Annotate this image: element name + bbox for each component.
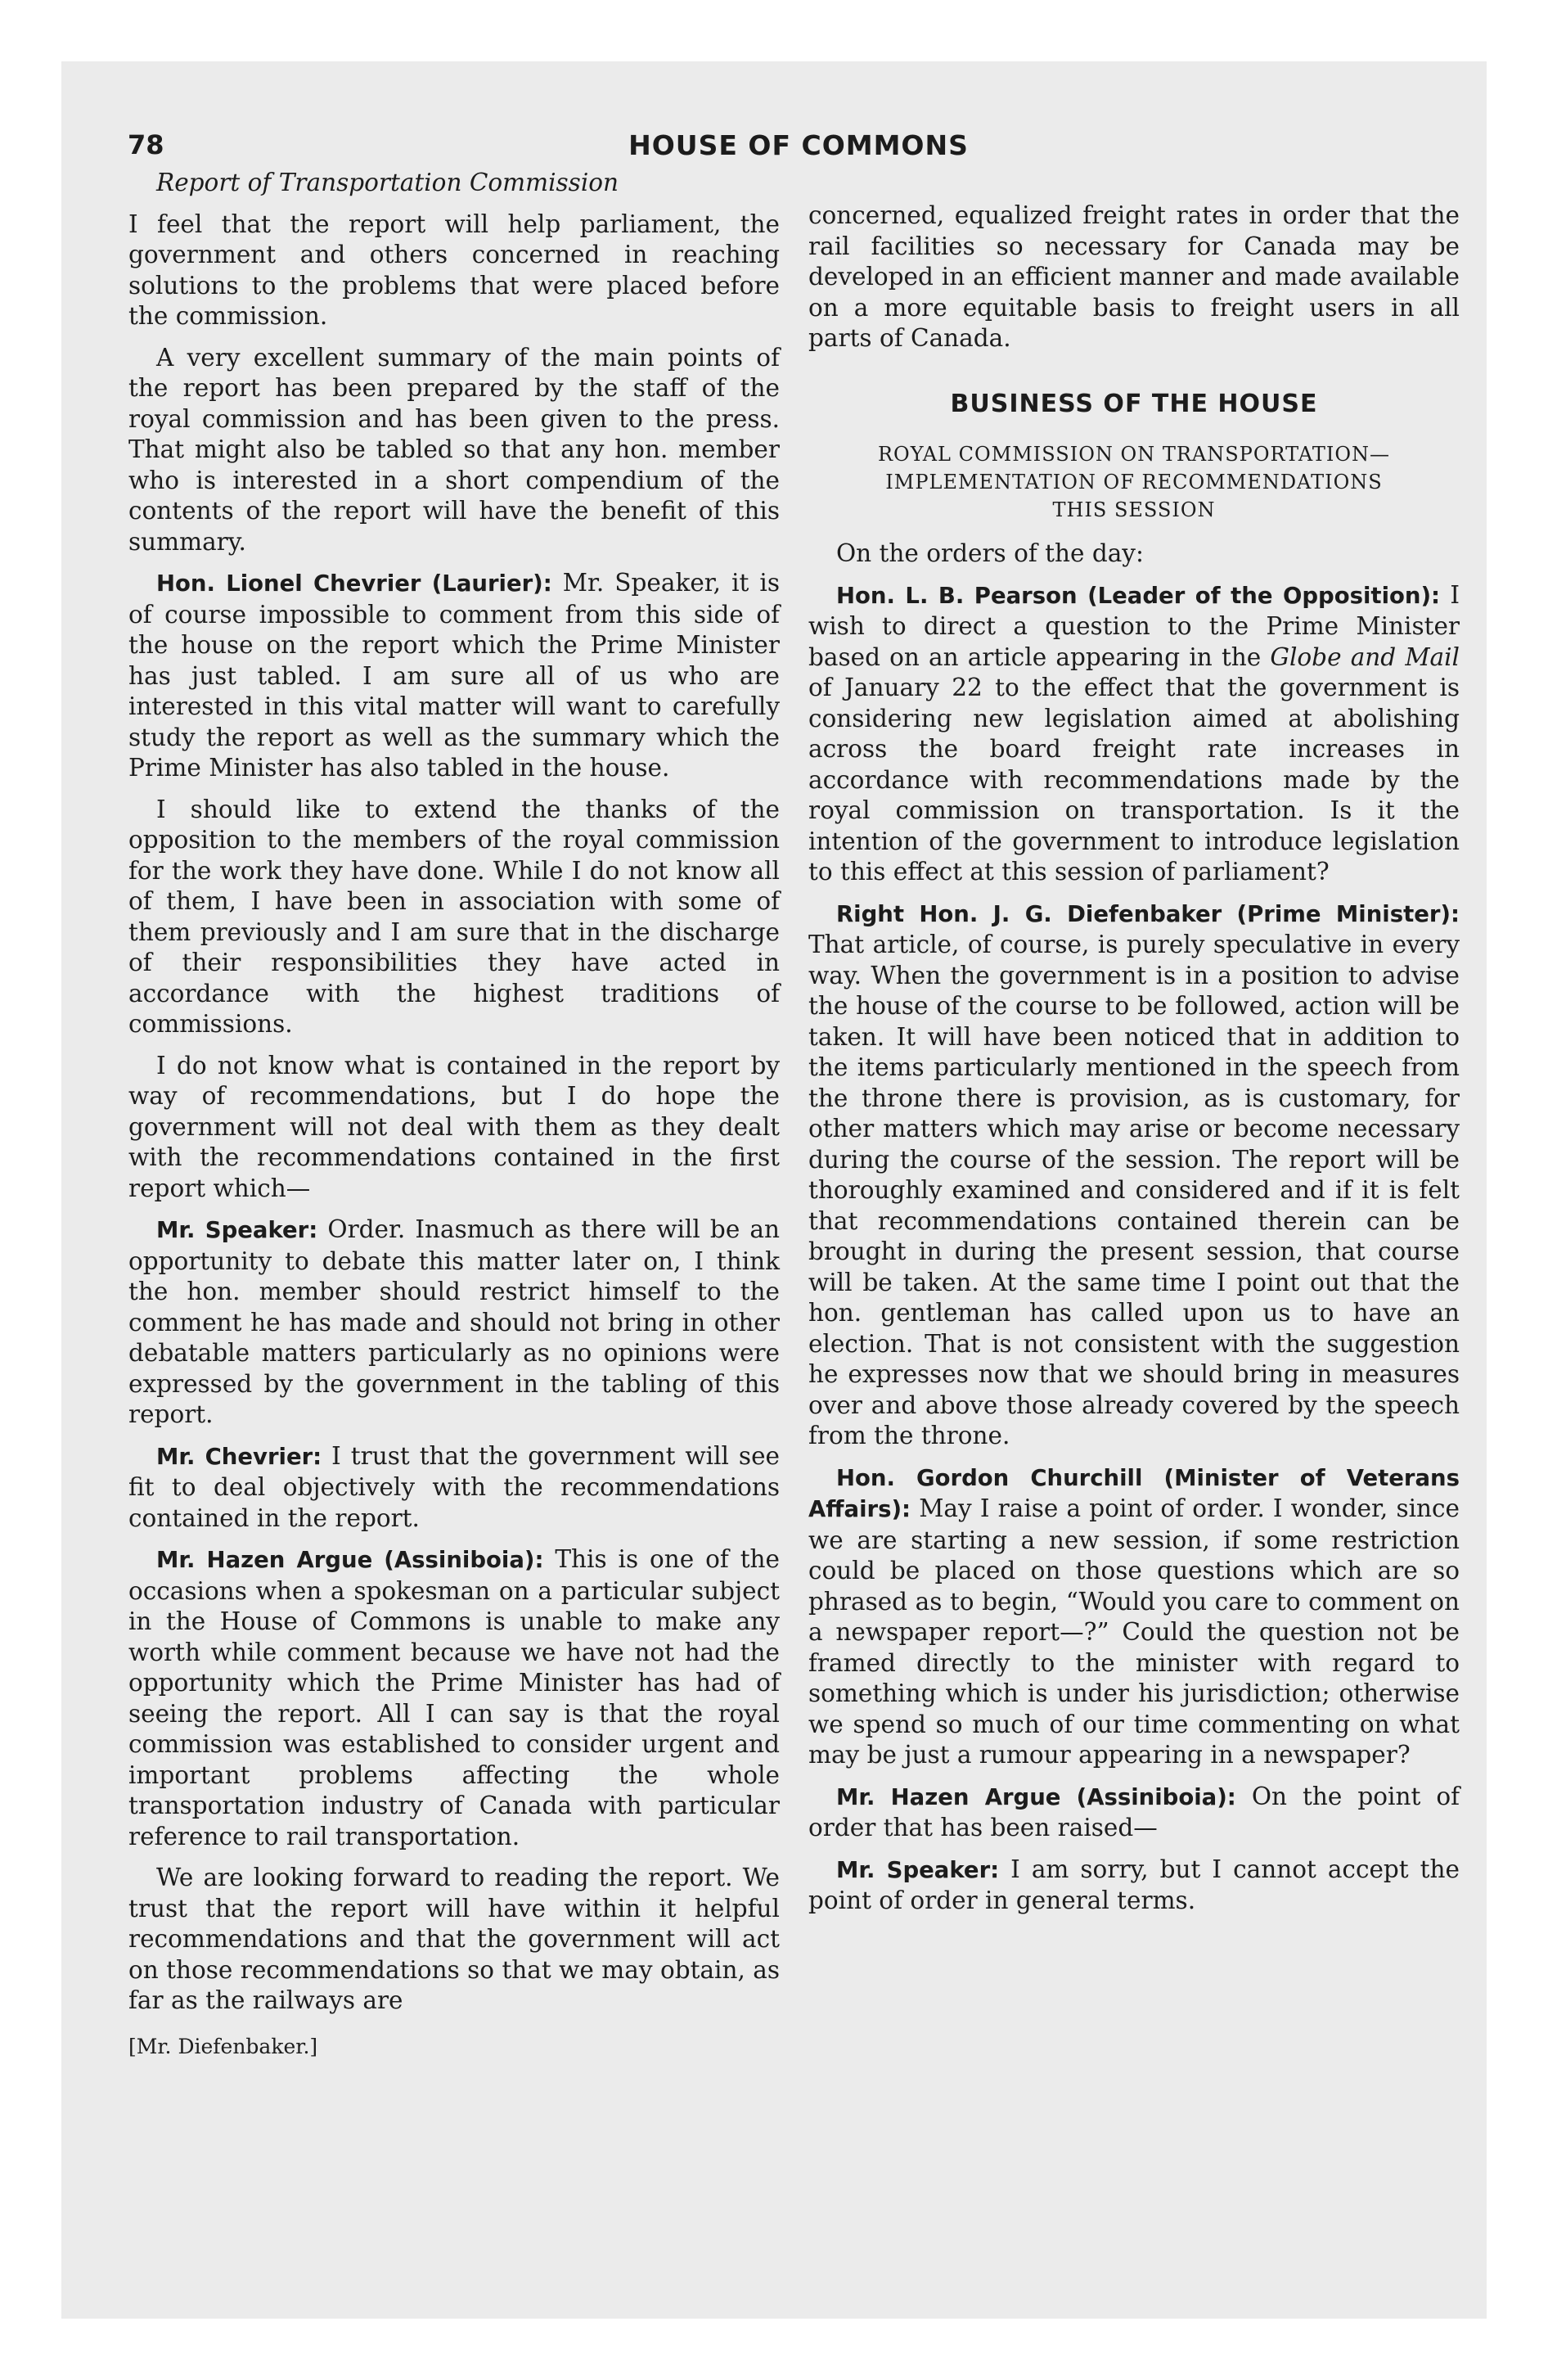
sub-heading-line: ROYAL COMMISSION ON TRANSPORTATION— [877,443,1391,466]
speaker-name: Mr. Speaker: [156,1217,318,1243]
speech-text: of January 22 to the effect that the government is considering new legislation aimed at abolishing across the board freight rate increases in accordance with recommendations made by the royal commission on transportation. Is it the intention of the government to introduce legislation to this effect at this session of parliament? [808,674,1460,886]
paragraph [128,1544,780,1852]
section-subtitle: Report of Transportation Commission [156,169,619,196]
speaker-name: Mr. Chevrier: [156,1443,322,1470]
speaker-name: Hon. L. B. Pearson (Leader of the Opposition): [836,582,1441,609]
paragraph: I feel that the report will help parliament, the government and others concerned in reaching solutions to the problems that were placed before the commission. [128,210,780,330]
speech-text: I am sorry, but I cannot accept the point of order in general terms. [808,1855,1460,1914]
speaker-name: Right Hon. J. G. Diefenbaker (Prime Minister): [836,900,1460,927]
speech-text: This is one of the occasions when a spokesman on a particular subject in the House of Commons is unable to make any worth while comment because we have not had the opportunity which the Prime Minister has had of seeing the report. All I can say is that the royal commission was established to consider urgent and important problems affecting the whole transportation industry of Canada with particular reference to rail transportation. [128,1545,781,1850]
speech-text: May I raise a point of order. I wonder, since we are starting a new session, if some restriction could be placed on those questions which are so phrased as to begin, “Would you care to comment on a newspaper report—?” Could the question not be framed directly to the minister with regard to something which is under his jurisdiction; otherwise we spend so much of our time commenting on what may be just a rumour appearing in a newspaper? [808,1494,1460,1769]
speaker-name: Mr. Hazen Argue (Assiniboia): [836,1783,1236,1810]
page-number: 78 [128,129,164,160]
paragraph [808,1782,1460,1844]
paragraph [808,580,1460,888]
paragraph [128,568,780,784]
speaker-name: Mr. Hazen Argue (Assiniboia): [156,1547,544,1573]
paragraph [808,1855,1460,1917]
speaker-name: Mr. Speaker: [836,1856,1000,1883]
speaker-name: Hon. Lionel Chevrier (Laurier): [156,570,552,597]
paragraph [128,1441,780,1535]
right-column [808,201,1460,1927]
sub-heading-line: THIS SESSION [1052,498,1216,521]
paragraph: On the orders of the day: [836,539,1144,567]
speech-text: Order. Inasmuch as there will be an opportunity to debate this matter later on, I think the hon. member should restrict himself to the comment he has made and should not bring in other debatable matters particularly as no opinions were expressed by the government in the tabling of this report. [128,1215,780,1428]
publication-title: Globe and Mail [1270,642,1460,671]
footer-note: [Mr. Diefenbaker.] [128,2034,318,2058]
paragraph: We are looking forward to reading the report. We trust that the report will have within it helpful recommendations and that the government will act on those recommendations so that we may obtain, as far as the railways are [128,1864,780,2014]
speech-text: I wish to direct a question to the Prime Minister based on an article appearing in the [808,580,1460,671]
speaker-name: Hon. Gordon Churchill (Minister of Veterans Affairs): [808,1464,1460,1522]
speech-text: I trust that the government will see fit to deal objectively with the recommendations contained in the report. [128,1441,780,1532]
section-heading: BUSINESS OF THE HOUSE [950,389,1318,418]
paragraph: A very excellent summary of the main points of the report has been prepared by the staff of the royal commission and has been given to the press. That might also be tabled so that any hon. member who is interested in a short compendium of the contents of the report will have the benefit of this summary. [128,343,780,556]
speech-text: That article, of course, is purely speculative in every way. When the government is in a position to advise the house of the course to be followed, action will be taken. It will have been noticed that in addition to the items particularly mentioned in the speech from the throne there is provision, as is customary, for other matters which may arise or become necessary during the course of the session. The report will be thoroughly examined and considered and if it is felt that recommendations contained therein can be brought in during the present session, that course will be taken. At the same time I point out that the hon. gentleman has called upon us to have an election. That is not consistent with the suggestion he expresses now that we should bring in measures over and above those already covered by the speech from the throne. [808,931,1460,1449]
speech-text: Mr. Speaker, it is of course impossible to comment from this side of the house on the report which the Prime Minister has just tabled. I am sure all of us who are interested in this vital matter will want to carefully study the report as well as the summary which the Prime Minister has also tabled in the house. [128,569,780,782]
paragraph [808,899,1460,1452]
paragraph: concerned, equalized freight rates in order that the rail facilities so necessary for Canada may be developed in an efficient manner and made available on a more equitable basis to freight users in all parts of Canada. [808,201,1460,352]
paragraph: I should like to extend the thanks of the opposition to the members of the royal commission for the work they have done. While I do not know all of them, I have been in association with some of them previously and I am sure that in the discharge of their responsibilities they have acted in accordance with the highest traditions of commissions. [128,795,780,1038]
paragraph [808,1463,1460,1771]
sub-heading [808,440,1460,524]
left-column [128,168,780,2072]
paragraph: I do not know what is contained in the report by way of recommendations, but I do hope the government will not deal with them as they dealt with the recommendations contained in the first report which— [128,1051,780,1202]
paragraph [128,1215,780,1431]
sub-heading-line: IMPLEMENTATION OF RECOMMENDATIONS [885,471,1383,494]
running-title: HOUSE OF COMMONS [628,129,969,161]
speech-text: On the point of order that has been raised— [808,1782,1460,1841]
